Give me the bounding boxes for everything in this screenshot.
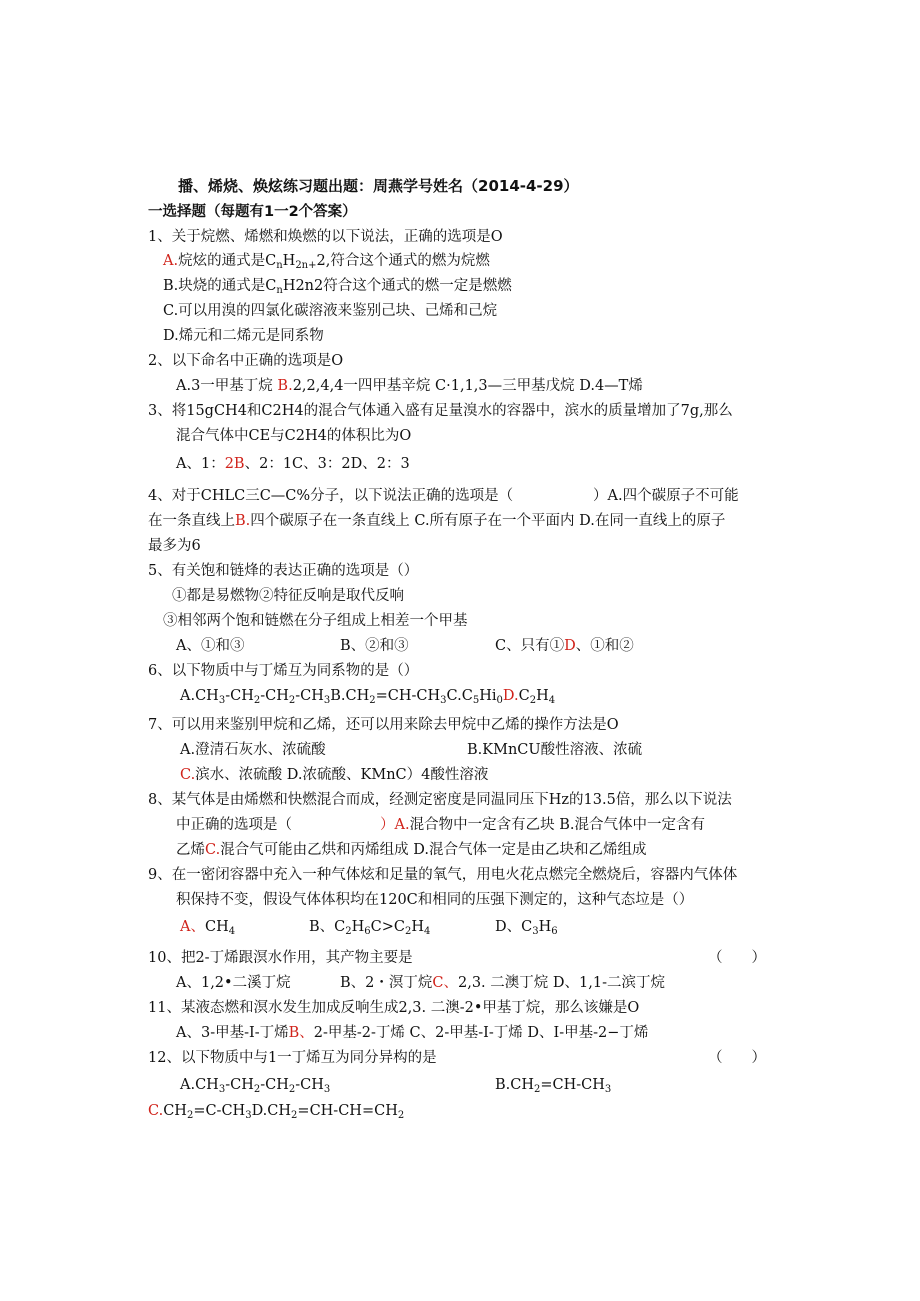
q4-line2: 在一条直线上B.四个碳原子在一条直线上 C.所有原子在一个平面内 D.在同一直线上的原子 bbox=[148, 513, 726, 529]
q5-option-b: B、②和③ bbox=[340, 638, 409, 654]
page-title: 播、烯烧、焕炫练习题出题：周燕学号姓名（2014-4-29） bbox=[178, 177, 579, 195]
q11-options: A、3-甲基-I-丁烯B、2-甲基-2-丁烯 C、2-甲基-I-丁烯 D、I-甲基-2−丁烯 bbox=[176, 1025, 649, 1041]
q2-stem: 2、以下命名中正确的选项是O bbox=[148, 353, 344, 369]
q9-line1: 9、在一密闭容器中充入一种气体炫和足量的氧气，用电火花点燃完全燃烧后，容器内气体体 bbox=[148, 867, 738, 883]
q3-stem-line2: 混合气体中CE与C2H4的体积比为O bbox=[176, 428, 412, 444]
q9-option-a: A、$CH_4$ bbox=[180, 919, 236, 937]
q12-option-b: $B.CH_2=CH-CH_3$ bbox=[495, 1077, 612, 1095]
q3-options: A、1：2B、2：1C、3：2D、2：3 bbox=[176, 456, 410, 472]
q5-statement-2: ③相邻两个饱和链燃在分子组成上相差一个甲基 bbox=[163, 613, 468, 629]
q8-line2: 中正确的选项是（ ）A.混合物中一定含有乙块 B.混合气体中一定含有 bbox=[176, 817, 705, 833]
q10-option-bcd: B、2・溟丁烷C、2,3. 二澳丁烷 D、1,1-二滨丁烷 bbox=[340, 975, 665, 991]
q9-option-d: D、$C_3H_6$ bbox=[495, 919, 558, 937]
q2-options: A.3一甲基丁烷 B.2,2,4,4一四甲基辛烷 C·1,1,3—三甲基戊烷 D.4—T烯 bbox=[176, 378, 643, 394]
q9-line2: 积保持不变，假设气体体积均在120C和相同的压强下测定的，这种气态垃是（） bbox=[176, 892, 694, 908]
q12-stem: 12、以下物质中与1一丁烯互为同分异构的是 bbox=[148, 1050, 437, 1066]
q7-option-cd: C.滨水、浓硫酸 D.浓硫酸、KMnC）4酸性溶液 bbox=[180, 767, 489, 783]
q1-option-d: D.烯元和二烯元是同系物 bbox=[163, 328, 324, 344]
q5-stem: 5、有关饱和链烽的表达正确的选项是（） bbox=[148, 563, 419, 579]
q12-option-cd: $C.CH_2=C-CH_3D.CH_2=CH-CH=CH_2$ bbox=[148, 1103, 405, 1121]
q4-line1-b: ）A.四个碳原子不可能 bbox=[593, 488, 739, 504]
q4-line3: 最多为6 bbox=[148, 538, 201, 554]
q1-option-b: B.块烧的通式是$C_nH2n2$符合这个通式的燃一定是燃燃 bbox=[163, 278, 512, 296]
q11-stem: 11、某液态燃和溟水发生加成反响生成2,3. 二澳-2•甲基丁烷，那么该嫌是O bbox=[148, 1000, 640, 1016]
q5-statement-1: ①都是易燃物②特征反响是取代反响 bbox=[172, 588, 404, 604]
q7-option-b: B.KMnCU酸性溶液、浓硫 bbox=[467, 742, 643, 758]
q6-options: $A.CH_3-CH_2-CH_2-CH_3B.CH_2=CH-CH_3C.C_5Hi_0D.C_2H_4$ bbox=[180, 688, 556, 706]
q8-line1: 8、某气体是由烯燃和快燃混合而成，经测定密度是同温同压下Hz的13.5倍，那么以下说法 bbox=[148, 792, 732, 808]
q6-stem: 6、以下物质中与丁烯互为同系物的是（） bbox=[148, 663, 419, 679]
q10-answer-blank: （ ） bbox=[708, 950, 766, 966]
q9-option-bc: B、$C_2H_6C>C_2H_4$ bbox=[309, 919, 431, 937]
q7-stem: 7、可以用来鉴别甲烷和乙烯，还可以用来除去甲烷中乙烯的操作方法是O bbox=[148, 717, 619, 733]
q1-option-a: A.烷炫的通式是$C_nH_{2n+}2$,符合这个通式的燃为烷燃 bbox=[163, 253, 490, 271]
q1-option-c: C.可以用溴的四氯化碳溶液来鉴别己块、己烯和己烷 bbox=[163, 303, 498, 319]
q12-answer-blank: （ ） bbox=[708, 1050, 766, 1066]
q1-stem: 1、关于烷燃、烯燃和焕燃的以下说法，正确的选项是O bbox=[148, 229, 503, 245]
q8-line3: 乙烯C.混合气可能由乙烘和丙烯组成 D.混合气体一定是由乙块和乙烯组成 bbox=[176, 842, 647, 858]
q5-option-cd: C、只有①D、①和② bbox=[495, 638, 634, 654]
q12-option-a: $A.CH_3-CH_2-CH_2-CH_3$ bbox=[180, 1077, 331, 1095]
q7-option-a: A.澄清石灰水、浓硫酸 bbox=[180, 742, 326, 758]
q10-stem: 10、把2-丁烯跟溟水作用，其产物主要是 bbox=[148, 950, 413, 966]
q3-stem-line1: 3、将15gCH4和C2H4的混合气体通入盛有足量溴水的容器中，滨水的质量增加了7g,那么 bbox=[148, 403, 733, 419]
section-heading: 一选择题（每题有1一2个答案） bbox=[148, 204, 357, 220]
q4-line1-a: 4、对于CHLC三C—C%分子，以下说法正确的选项是（ bbox=[148, 488, 514, 504]
q10-option-a: A、1,2•二溪丁烷 bbox=[176, 975, 291, 991]
q5-option-a: A、①和③ bbox=[176, 638, 245, 654]
